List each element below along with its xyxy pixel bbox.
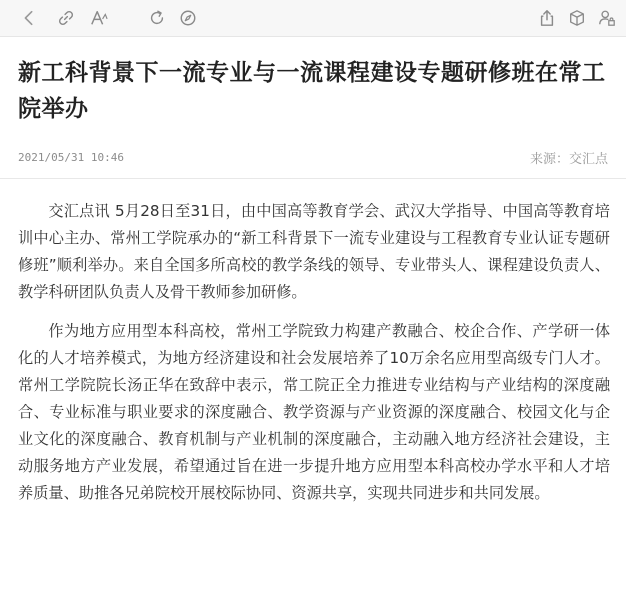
- publish-date: 2021/05/31 10:46: [18, 151, 124, 164]
- share-icon[interactable]: [536, 7, 558, 29]
- paragraph-1: 交汇点讯 5月28日至31日，由中国高等教育学会、武汉大学指导、中国高等教育培训中心主办、常州工学院承办的“新工科背景下一流专业建设与工程教育专业认证专题研修班”顺利举办。来自全国多所高校的教学条线的领导、专业带头人、课程建设负责人、教学科研团队负责人及骨干教师参加研修。: [18, 202, 610, 301]
- browser-toolbar: [0, 0, 626, 37]
- divider: [0, 178, 626, 179]
- paragraph-2: 作为地方应用型本科高校，常州工学院致力构建产教融合、校企合作、产学研一体化的人才培养模式，为地方经济建设和社会发展培养了10万余名应用型高级专门人才。常州工学院院长汤正华在致辞中表示，常工院正全力推进专业结构与产业结构的深度融合、专业标准与职业要求的深度融合、教学资源与产业资源的深度融合、校园文化与企业文化的深度融合、教育机制与产业机制的深度融合，主动融入地方经济社会建设，主动服务地方产业发展，希望通过旨在进一步提升地方应用型本科高校办学水平和人才培养质量、助推各兄弟院校开展校际协同、资源共享，实现共同进步和共同发展。: [18, 322, 610, 502]
- compass-icon[interactable]: [177, 7, 199, 29]
- cube-icon[interactable]: [566, 7, 588, 29]
- article-title: 新工科背景下一流专业与一流课程建设专题研修班在常工院举办: [18, 60, 606, 122]
- link-icon[interactable]: [55, 7, 77, 29]
- back-icon[interactable]: [18, 7, 40, 29]
- refresh-icon[interactable]: [146, 7, 168, 29]
- article-body: [18, 198, 610, 519]
- user-lock-icon[interactable]: [596, 7, 618, 29]
- article-source: 来源：交汇点: [529, 152, 608, 167]
- font-size-icon[interactable]: [88, 7, 110, 29]
